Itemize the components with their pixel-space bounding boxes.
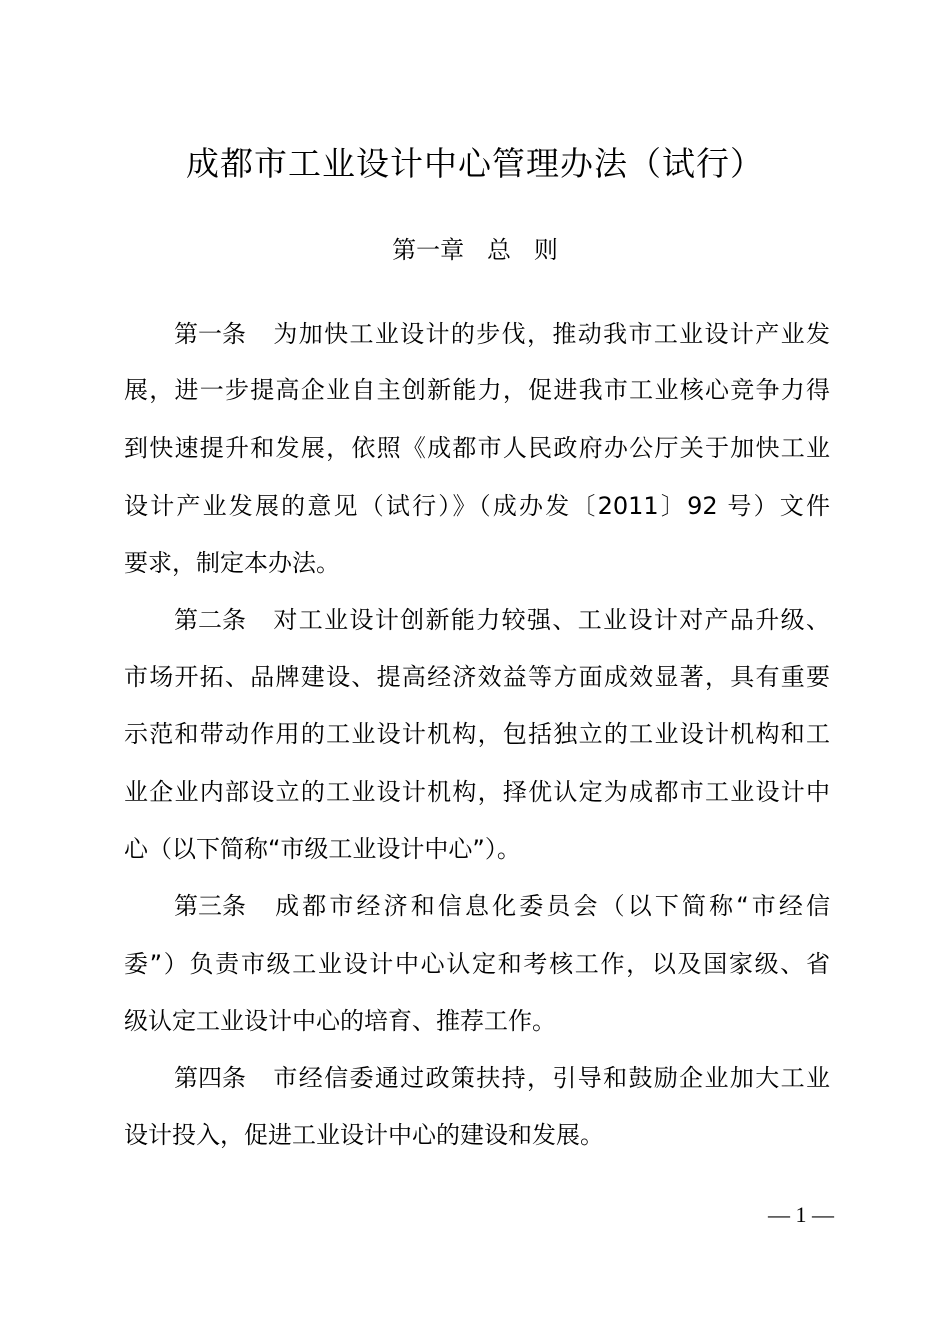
page-number: — 1 — xyxy=(768,1202,834,1227)
article-4-text: 市经信委通过政策扶持，引导和鼓励企业加大工业 xyxy=(272,1064,830,1092)
document-title: 成都市工业设计中心管理办法（试行） xyxy=(186,144,764,183)
article-2-line-5: 心（以下简称“市级工业设计中心”）。 xyxy=(124,835,521,863)
article-4-label: 第四条 xyxy=(174,1064,246,1092)
article-1-line-1 xyxy=(174,314,830,354)
article-2-line-4: 业企业内部设立的工业设计机构，择优认定为成都市工业设计中 xyxy=(124,778,830,806)
article-3-line-1 xyxy=(174,886,830,926)
article-4-line-2: 设计投入，促进工业设计中心的建设和发展。 xyxy=(124,1121,604,1149)
article-3-text: 成都市经济和信息化委员会（以下简称“市经信 xyxy=(272,892,830,920)
article-1-line-4: 设计产业发展的意见（试行）》（成办发〔2011〕92 号）文件 xyxy=(124,492,830,520)
article-1-line-3: 到快速提升和发展，依照《成都市人民政府办公厅关于加快工业 xyxy=(124,434,830,462)
chapter-heading: 第一章 总 则 xyxy=(392,236,558,264)
article-2-text: 对工业设计创新能力较强、工业设计对产品升级、 xyxy=(272,606,830,634)
article-2-line-1 xyxy=(174,600,830,640)
article-1-label: 第一条 xyxy=(174,320,246,348)
article-2-line-2: 市场开拓、品牌建设、提高经济效益等方面成效显著，具有重要 xyxy=(124,663,830,691)
article-1-line-2: 展，进一步提高企业自主创新能力，促进我市工业核心竞争力得 xyxy=(124,376,830,404)
article-2-label: 第二条 xyxy=(174,606,246,634)
article-3-line-3: 级认定工业设计中心的培育、推荐工作。 xyxy=(124,1007,556,1035)
article-3-line-2: 委”）负责市级工业设计中心认定和考核工作，以及国家级、省 xyxy=(124,950,830,978)
article-1-text: 为加快工业设计的步伐，推动我市工业设计产业发 xyxy=(272,320,830,348)
article-2-line-3: 示范和带动作用的工业设计机构，包括独立的工业设计机构和工 xyxy=(124,720,830,748)
article-3-label: 第三条 xyxy=(174,892,246,920)
article-1-line-5: 要求，制定本办法。 xyxy=(124,549,340,577)
article-4-line-1 xyxy=(174,1058,830,1098)
